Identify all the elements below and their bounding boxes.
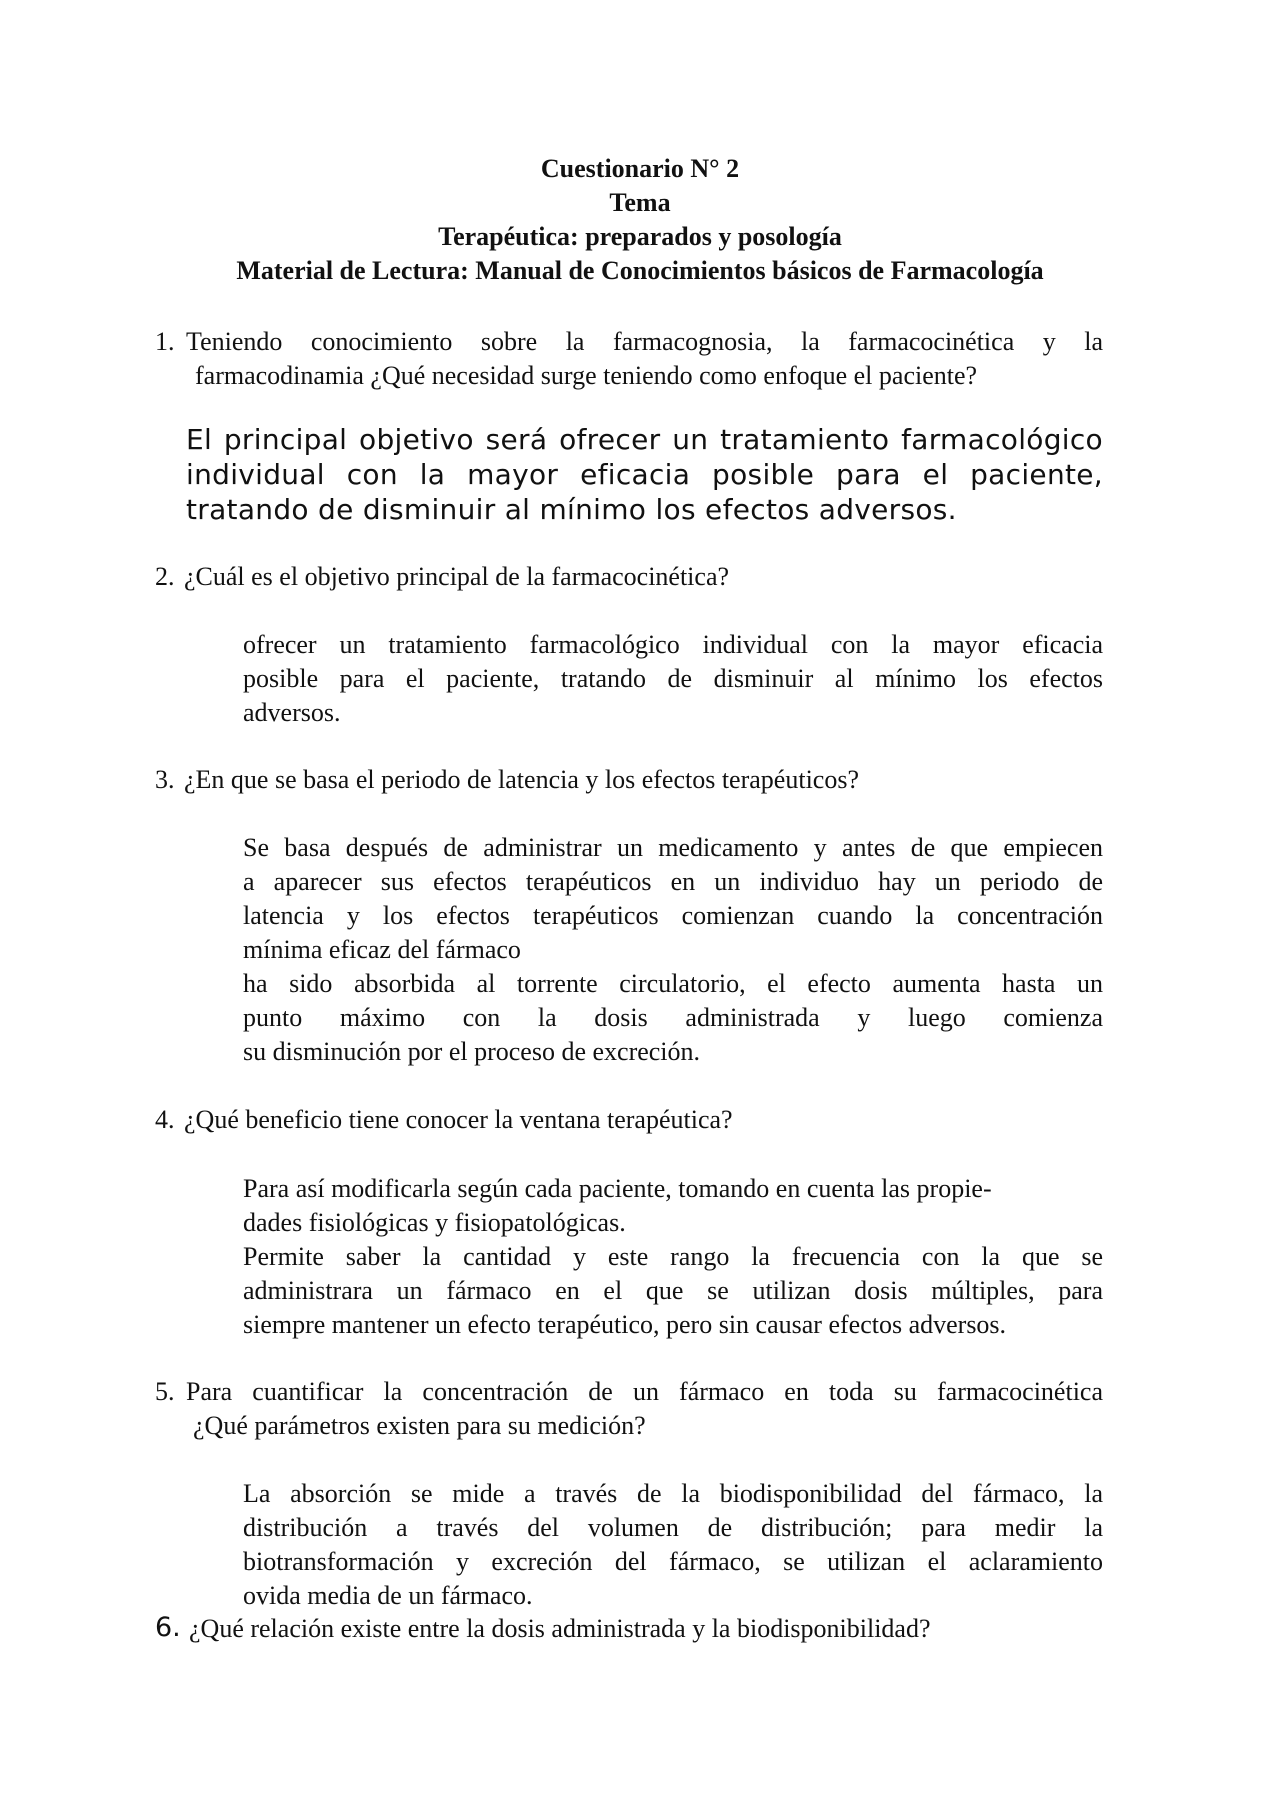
answer-4-line-2: dades fisiológicas y fisiopatológicas. [243, 1208, 626, 1237]
question-2-number: 2. [155, 562, 175, 591]
question-5-line-2: ¿Qué parámetros existen para su medición? [193, 1411, 646, 1440]
answer-4-line-4: administrara un fármaco en el que se utilizan dosis múltiples, para [243, 1276, 1103, 1305]
question-5-line-1: Para cuantificar la concentración de un fármaco en toda su farmacocinética [186, 1377, 1103, 1406]
answer-3-line-5: ha sido absorbida al torrente circulatorio, el efecto aumenta hasta un [243, 969, 1103, 998]
answer-4-line-5: siempre mantener un efecto terapéutico, pero sin causar efectos adversos. [243, 1310, 1007, 1339]
answer-5-line-4: ovida media de un fármaco. [243, 1581, 533, 1610]
answer-3-line-2: a aparecer sus efectos terapéuticos en un individuo hay un periodo de [243, 867, 1103, 896]
answer-2-line-3: adversos. [243, 698, 341, 727]
topic-label: Tema [609, 188, 671, 217]
question-5-number: 5. [155, 1377, 175, 1406]
document-header [0, 152, 1280, 288]
question-4-number: 4. [155, 1105, 175, 1134]
answer-1-line-3: tratando de disminuir al mínimo los efectos adversos. [186, 493, 957, 526]
topic-title: Terapéutica: preparados y posología [438, 222, 842, 251]
question-3-number: 3. [155, 765, 175, 794]
question-1-line-2: farmacodinamia ¿Qué necesidad surge teniendo como enfoque el paciente? [195, 361, 978, 390]
answer-4-line-1: Para así modificarla según cada paciente, tomando en cuenta las propie- [243, 1174, 992, 1203]
question-6-number: 6. [155, 1612, 181, 1643]
reading-material: Material de Lectura: Manual de Conocimientos básicos de Farmacología [236, 256, 1044, 285]
answer-4-line-3: Permite saber la cantidad y este rango la frecuencia con la que se [243, 1242, 1103, 1271]
question-4-line-1: ¿Qué beneficio tiene conocer la ventana terapéutica? [184, 1105, 733, 1134]
question-4-text [184, 1103, 1103, 1137]
question-6-line-1: ¿Qué relación existe entre la dosis administrada y la biodisponibilidad? [189, 1614, 931, 1643]
answer-1-line-2: individual con la mayor eficacia posible para el paciente, [186, 458, 1103, 491]
answer-1 [186, 422, 1103, 527]
question-3-line-1: ¿En que se basa el periodo de latencia y los efectos terapéuticos? [184, 765, 859, 794]
answer-2-line-2: posible para el paciente, tratando de disminuir al mínimo los efectos [243, 664, 1103, 693]
answer-3-line-7: su disminución por el proceso de excreción. [243, 1037, 701, 1066]
question-2-text [184, 560, 1103, 594]
question-3-text [184, 763, 1103, 797]
question-1-number: 1. [155, 327, 175, 356]
answer-3-line-3: latencia y los efectos terapéuticos comienzan cuando la concentración [243, 901, 1103, 930]
answer-4 [243, 1172, 1103, 1342]
questionnaire-title: Cuestionario N° 2 [540, 154, 740, 183]
question-1-line-1: Teniendo conocimiento sobre la farmacognosia, la farmacocinética y la [186, 327, 1103, 356]
answer-5-line-1: La absorción se mide a través de la biodisponibilidad del fármaco, la [243, 1479, 1103, 1508]
answer-5-line-3: biotransformación y excreción del fármaco, se utilizan el aclaramiento [243, 1547, 1103, 1576]
answer-3-line-1: Se basa después de administrar un medicamento y antes de que empiecen [243, 833, 1103, 862]
question-2-line-1: ¿Cuál es el objetivo principal de la farmacocinética? [184, 562, 730, 591]
answer-2-line-1: ofrecer un tratamiento farmacológico individual con la mayor eficacia [243, 630, 1103, 659]
answer-2 [243, 628, 1103, 730]
question-5-text [186, 1375, 1103, 1443]
answer-3 [243, 831, 1103, 1069]
answer-1-line-1: El principal objetivo será ofrecer un tratamiento farmacológico [186, 423, 1103, 456]
answer-3-line-4: mínima eficaz del fármaco [243, 935, 521, 964]
answer-3-line-6: punto máximo con la dosis administrada y luego comienza [243, 1003, 1103, 1032]
answer-5 [243, 1477, 1103, 1613]
answer-5-line-2: distribución a través del volumen de distribución; para medir la [243, 1513, 1103, 1542]
question-6-text [189, 1612, 1103, 1646]
question-1-text [186, 325, 1103, 393]
